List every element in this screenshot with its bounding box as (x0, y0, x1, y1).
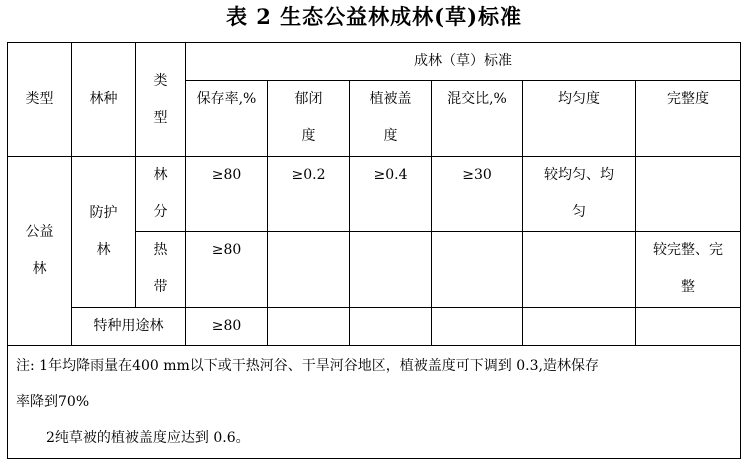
special-survival: ≥80 (186, 308, 268, 346)
redai-completeness (636, 232, 741, 308)
category-line1: 公益 (25, 224, 54, 240)
linfen-canopy: ≥0.2 (268, 157, 350, 232)
linfen-completeness (636, 157, 741, 232)
linfen-uniformity (523, 157, 636, 232)
subtype-redai (136, 232, 186, 308)
redai-complete-line2: 整 (681, 279, 695, 295)
category-line2: 林 (32, 261, 47, 277)
category-public-forest (8, 157, 72, 346)
header-cover-line2: 度 (383, 128, 398, 144)
header-canopy-line1: 郁闭 (294, 91, 323, 107)
header-subtype-line1: 类 (153, 72, 168, 89)
header-vegetation-cover (350, 81, 432, 157)
redai-complete-line1: 较完整、完 (653, 242, 723, 258)
standards-table (7, 42, 741, 459)
redai-line2: 带 (153, 279, 168, 295)
linfen-cover: ≥0.4 (350, 157, 432, 232)
header-canopy-line2: 度 (301, 128, 316, 144)
linfen-uniform-line1: 较均匀、均 (544, 167, 614, 183)
note-line2: 率降到70% (16, 394, 90, 410)
header-survival-rate: 保存率,% (186, 81, 268, 157)
header-subtype-line2: 型 (153, 109, 168, 126)
special-mix (432, 308, 523, 346)
forest-protection (72, 157, 136, 308)
table-title: 表 2 生态公益林成林(草)标准 (225, 4, 523, 29)
note-line3: 2纯草被的植被盖度应达到 0.6。 (46, 430, 250, 446)
special-uniformity (523, 308, 636, 346)
redai-uniformity (523, 232, 636, 308)
note-line1: 注: 1年均降雨量在400 mm以下或干热河谷、干旱河谷地区，植被盖度可下调到 0.3,造林保存 (16, 358, 599, 374)
header-uniformity: 均匀度 (523, 81, 636, 157)
special-completeness (636, 308, 741, 346)
linfen-survival: ≥80 (186, 157, 268, 232)
protection-line1: 防护 (89, 205, 118, 221)
redai-line1: 热 (153, 242, 168, 258)
header-cover-line1: 植被盖 (369, 91, 412, 107)
header-mix-ratio: 混交比,% (432, 81, 523, 157)
redai-canopy (268, 232, 350, 308)
special-purpose-forest: 特种用途林 (72, 308, 186, 346)
redai-survival: ≥80 (186, 232, 268, 308)
header-subtype (136, 43, 186, 157)
header-completeness: 完整度 (636, 81, 741, 157)
header-forest-type: 林种 (72, 43, 136, 157)
linfen-line1: 林 (153, 167, 168, 183)
linfen-uniform-line2: 匀 (572, 204, 586, 220)
protection-line2: 林 (96, 242, 111, 258)
redai-cover (350, 232, 432, 308)
table-notes (8, 346, 741, 459)
header-group-standard: 成林（草）标准 (186, 43, 741, 81)
linfen-mix: ≥30 (432, 157, 523, 232)
special-canopy (268, 308, 350, 346)
special-cover (350, 308, 432, 346)
header-type: 类型 (8, 43, 72, 157)
linfen-line2: 分 (153, 204, 168, 220)
subtype-linfen (136, 157, 186, 232)
header-canopy-density (268, 81, 350, 157)
redai-mix (432, 232, 523, 308)
